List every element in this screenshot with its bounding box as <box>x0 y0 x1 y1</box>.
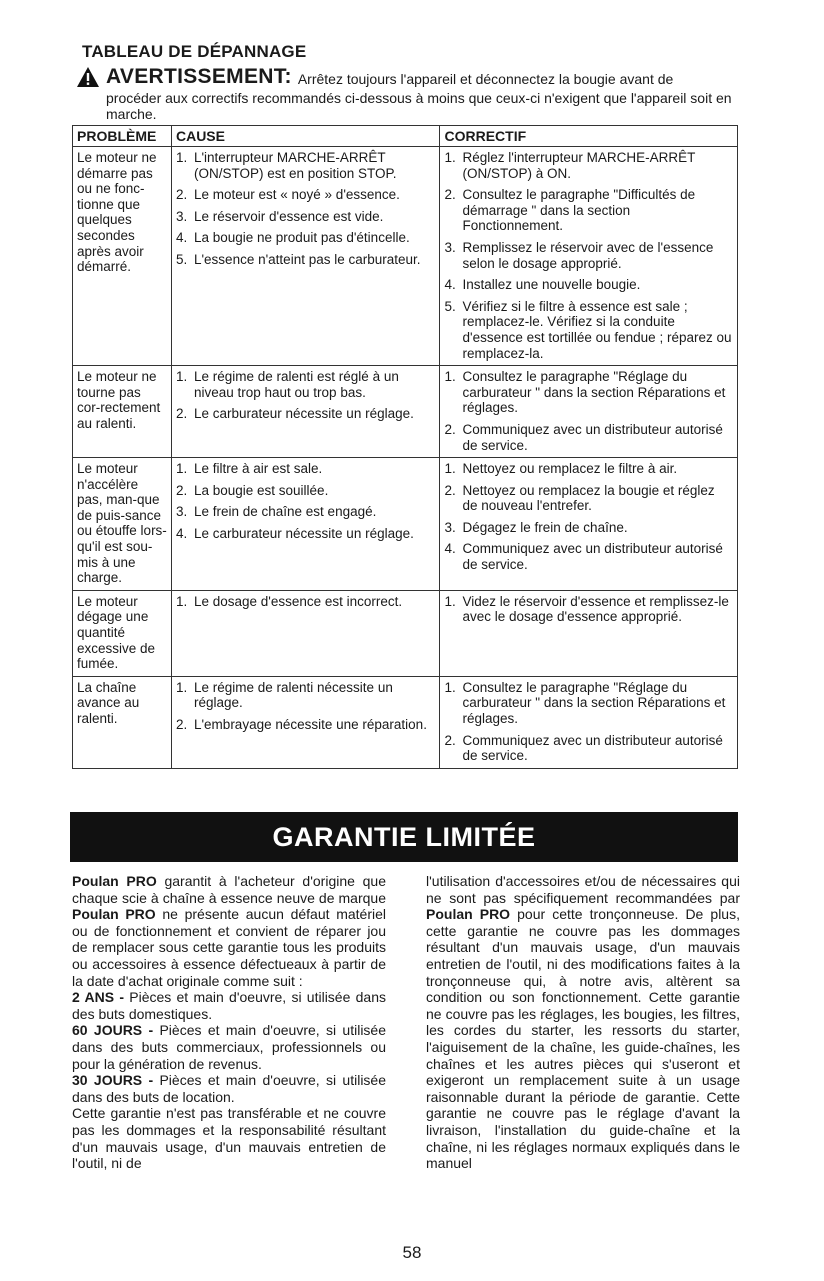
cause-number: 3. <box>175 504 188 520</box>
fix-text: Installez une nouvelle bougie. <box>462 277 641 293</box>
fix-item <box>444 187 733 234</box>
cause-text: Le régime de ralenti est réglé à un niveau trop haut ou trop bas. <box>193 369 399 400</box>
cause-text: Le réservoir d'essence est vide. <box>193 208 384 224</box>
cause-item <box>176 369 436 400</box>
cause-item <box>176 252 436 268</box>
fix-text: Vérifiez si le filtre à essence est sale ; remplacez-le. Vérifiez si la conduite d'essence est tortillée ou fendue ; réparez ou remplacez-la. <box>462 298 732 361</box>
cause-number: 2. <box>175 406 188 422</box>
troubleshooting-title: TABLEAU DE DÉPANNAGE <box>82 42 307 61</box>
fix-text: Nettoyez ou remplacez le filtre à air. <box>462 461 678 477</box>
header-cause: CAUSE <box>171 126 440 147</box>
fix-item <box>444 150 733 181</box>
cause-item <box>176 406 436 422</box>
fix-cell <box>440 366 738 458</box>
fix-item <box>444 422 733 453</box>
cause-cell <box>171 590 440 676</box>
fix-number: 3. <box>444 519 456 535</box>
warranty-left-column <box>72 873 386 1172</box>
fix-cell <box>440 590 738 676</box>
fix-item <box>444 461 733 477</box>
warning-line <box>76 66 673 88</box>
brand-name: Poulan PRO <box>426 906 511 923</box>
fix-cell <box>440 676 738 768</box>
warranty-intro <box>72 873 386 989</box>
warning-text-line1: Arrêtez toujours l'appareil et déconnectez la bougie avant de <box>297 71 674 87</box>
cause-text: L'embrayage nécessite une réparation. <box>193 717 427 732</box>
cause-text: Le régime de ralenti nécessite un réglage. <box>193 679 393 711</box>
fix-text: Communiquez avec un distributeur autorisé de service. <box>462 421 723 453</box>
cause-text: Le filtre à air est sale. <box>193 461 323 477</box>
cause-item <box>176 526 436 542</box>
problem-cell: Le moteur ne démarre pas ou ne fonc-tionne que quelques secondes après avoir démarré. <box>73 147 172 366</box>
cause-text: Le dosage d'essence est incorrect. <box>193 593 403 609</box>
cause-text: Le moteur est « noyé » d'essence. <box>193 187 400 203</box>
fix-text: Consultez le paragraphe "Réglage du carburateur " dans la section Réparations et réglages. <box>462 679 726 726</box>
fix-number: 2. <box>444 732 456 748</box>
cause-text: Le carburateur nécessite un réglage. <box>193 406 414 422</box>
cause-item <box>176 483 436 499</box>
term-text: Pièces et main d'oeuvre, si utilisée dans des buts de location. <box>72 1072 387 1105</box>
cause-item <box>176 209 436 225</box>
fix-item <box>444 520 733 536</box>
warranty-term-60jours <box>72 1022 386 1072</box>
table-header-row <box>73 126 738 147</box>
fix-item <box>444 240 733 271</box>
cause-text: La bougie est souillée. <box>193 482 329 498</box>
table-row <box>73 366 738 458</box>
cause-item <box>176 594 436 610</box>
fix-text: Videz le réservoir d'essence et remplissez-le avec le dosage d'essence approprié. <box>462 593 729 625</box>
cause-text: Le carburateur nécessite un réglage. <box>193 525 414 541</box>
fix-number: 4. <box>444 277 456 293</box>
problem-cell: Le moteur n'accélère pas, man-que de puis-sance ou étouffe lors-qu'il est sou-mis à une charge. <box>73 458 172 591</box>
term-label: 60 JOURS - <box>72 1022 154 1039</box>
page-number: 58 <box>402 1243 422 1262</box>
fix-number: 5. <box>444 298 456 314</box>
fix-item <box>444 369 733 416</box>
fix-text: Consultez le paragraphe "Difficultés de démarrage " dans la section Fonctionnement. <box>462 187 696 234</box>
fix-item <box>444 733 733 764</box>
header-fix: CORRECTIF <box>440 126 738 147</box>
fix-item <box>444 541 733 572</box>
fix-number: 2. <box>444 187 456 203</box>
exclusions-text-a: l'utilisation d'accessoires et/ou de nécessaires qui ne sont pas spécifiquement recommandées par <box>426 873 740 906</box>
fix-text: Dégagez le frein de chaîne. <box>462 519 628 535</box>
fix-number: 1. <box>444 461 456 477</box>
cause-item <box>176 230 436 246</box>
warning-triangle-icon <box>76 66 100 88</box>
table-row <box>73 590 738 676</box>
warning-text-line2: procéder aux correctifs recommandés ci-dessous à moins que ceux-ci n'exigent que l'appareil soit en marche. <box>106 90 732 122</box>
term-text: Pièces et main d'oeuvre, si utilisée dans des buts commerciaux, professionnels ou pour la génération de revenus. <box>72 1022 387 1072</box>
cause-item <box>176 680 436 711</box>
fix-item <box>444 277 733 293</box>
fix-text: Nettoyez ou remplacez la bougie et réglez de nouveau l'entrefer. <box>462 482 715 514</box>
fix-number: 4. <box>444 541 456 557</box>
fix-text: Consultez le paragraphe "Réglage du carburateur " dans la section Réparations et réglages. <box>462 369 726 416</box>
fix-item <box>444 680 733 727</box>
cause-item <box>176 461 436 477</box>
fix-text: Remplissez le réservoir avec de l'essence selon le dosage approprié. <box>462 239 714 271</box>
warranty-intro-text-b: ne présente aucun défaut matériel ou de fonctionnement et convient de réparer jou de remplacer sous cette garantie tous les produits ou accessoires à essence défectueaux à partir de la date d'achat originale comme suit : <box>72 906 386 989</box>
fix-number: 1. <box>444 369 456 385</box>
warranty-right-column <box>426 873 740 1172</box>
cause-item <box>176 504 436 520</box>
cause-number: 2. <box>175 717 188 732</box>
warranty-term-2ans <box>72 989 386 1022</box>
fix-number: 1. <box>444 679 456 695</box>
cause-number: 1. <box>175 679 188 695</box>
table-row <box>73 458 738 591</box>
warranty-intro-text-a: garantit à l'acheteur d'origine que chaque scie à chaîne à essence neuve de marque <box>72 873 386 906</box>
cause-number: 2. <box>175 187 188 203</box>
cause-text: La bougie ne produit pas d'étincelle. <box>193 230 410 246</box>
cause-text: Le frein de chaîne est engagé. <box>193 504 377 520</box>
fix-text: Communiquez avec un distributeur autorisé de service. <box>462 541 723 573</box>
problem-cell: La chaîne avance au ralenti. <box>73 676 172 768</box>
fix-cell <box>440 458 738 591</box>
cause-number: 1. <box>175 461 188 477</box>
cause-item <box>176 717 436 733</box>
cause-number: 2. <box>175 482 188 498</box>
fix-number: 2. <box>444 482 456 498</box>
warranty-term-30jours <box>72 1072 386 1105</box>
brand-name: Poulan PRO <box>72 906 156 923</box>
cause-cell <box>171 458 440 591</box>
cause-number: 1. <box>175 369 188 385</box>
cause-text: L'essence n'atteint pas le carburateur. <box>193 251 421 267</box>
fix-number: 1. <box>444 593 456 609</box>
fix-number: 3. <box>444 239 456 255</box>
cause-item <box>176 187 436 203</box>
exclusions-text-b: pour cette tronçonneuse. De plus, cette garantie ne couvre pas les dommages résultant d'un mauvais usage, d'un mauvais entretien de l'outil, ni des modifications faites à la tronçonneuse qui, à notre avis, altèrent sa condition ou son fonctionnement. Cette garantie ne couvre pas les réglages, les bougies, les filtres, les cordes du starter, les ressorts du starter, l'aiguisement de la chaîne, les guide-chaînes, les chaînes et les autres pièces qui s'useront et exigeront un remplacement suite à un usage raisonnable durant la période de garantie. Cette garantie ne couvre pas le réglage d'avant la livraison, l'installation du guide-chaîne et la chaîne, ni les réglages normaux expliqués dans le manuel <box>426 906 740 1172</box>
cause-number: 3. <box>175 208 188 224</box>
cause-number: 4. <box>175 525 188 541</box>
brand-name: Poulan PRO <box>72 873 157 889</box>
header-problem: PROBLÈME <box>73 126 172 147</box>
troubleshooting-table <box>72 125 738 769</box>
problem-cell: Le moteur dégage une quantité excessive de fumée. <box>73 590 172 676</box>
fix-number: 1. <box>444 150 456 165</box>
cause-text: L'interrupteur MARCHE-ARRÊT (ON/STOP) est en position STOP. <box>193 150 397 181</box>
cause-cell <box>171 366 440 458</box>
fix-item <box>444 299 733 361</box>
cause-cell <box>171 147 440 366</box>
fix-text: Réglez l'interrupteur MARCHE-ARRÊT (ON/STOP) à ON. <box>462 150 696 181</box>
term-label: 2 ANS - <box>72 989 124 1006</box>
warranty-transfer-clause: Cette garantie n'est pas transférable et ne couvre pas les dommages et la responsabilité résultant d'un mauvais usage, d'un mauvais entretien de l'outil, ni de <box>72 1105 386 1172</box>
fix-cell <box>440 147 738 366</box>
term-text: Pièces et main d'oeuvre, si utilisée dans des buts domestiques. <box>72 989 386 1022</box>
cause-item <box>176 150 436 181</box>
fix-text: Communiquez avec un distributeur autorisé de service. <box>462 732 723 764</box>
cause-number: 4. <box>175 230 188 246</box>
fix-item <box>444 483 733 514</box>
problem-cell: Le moteur ne tourne pas cor-rectement au ralenti. <box>73 366 172 458</box>
table-row <box>73 147 738 366</box>
fix-item <box>444 594 733 625</box>
warranty-banner: GARANTIE LIMITÉE <box>70 812 738 862</box>
cause-number: 1. <box>175 593 188 609</box>
cause-number: 1. <box>175 150 188 165</box>
warning-label: AVERTISSEMENT: <box>106 65 292 88</box>
fix-number: 2. <box>444 421 456 437</box>
term-label: 30 JOURS - <box>72 1072 154 1089</box>
warranty-exclusions <box>426 873 740 1172</box>
cause-cell <box>171 676 440 768</box>
cause-number: 5. <box>175 251 188 267</box>
table-row <box>73 676 738 768</box>
